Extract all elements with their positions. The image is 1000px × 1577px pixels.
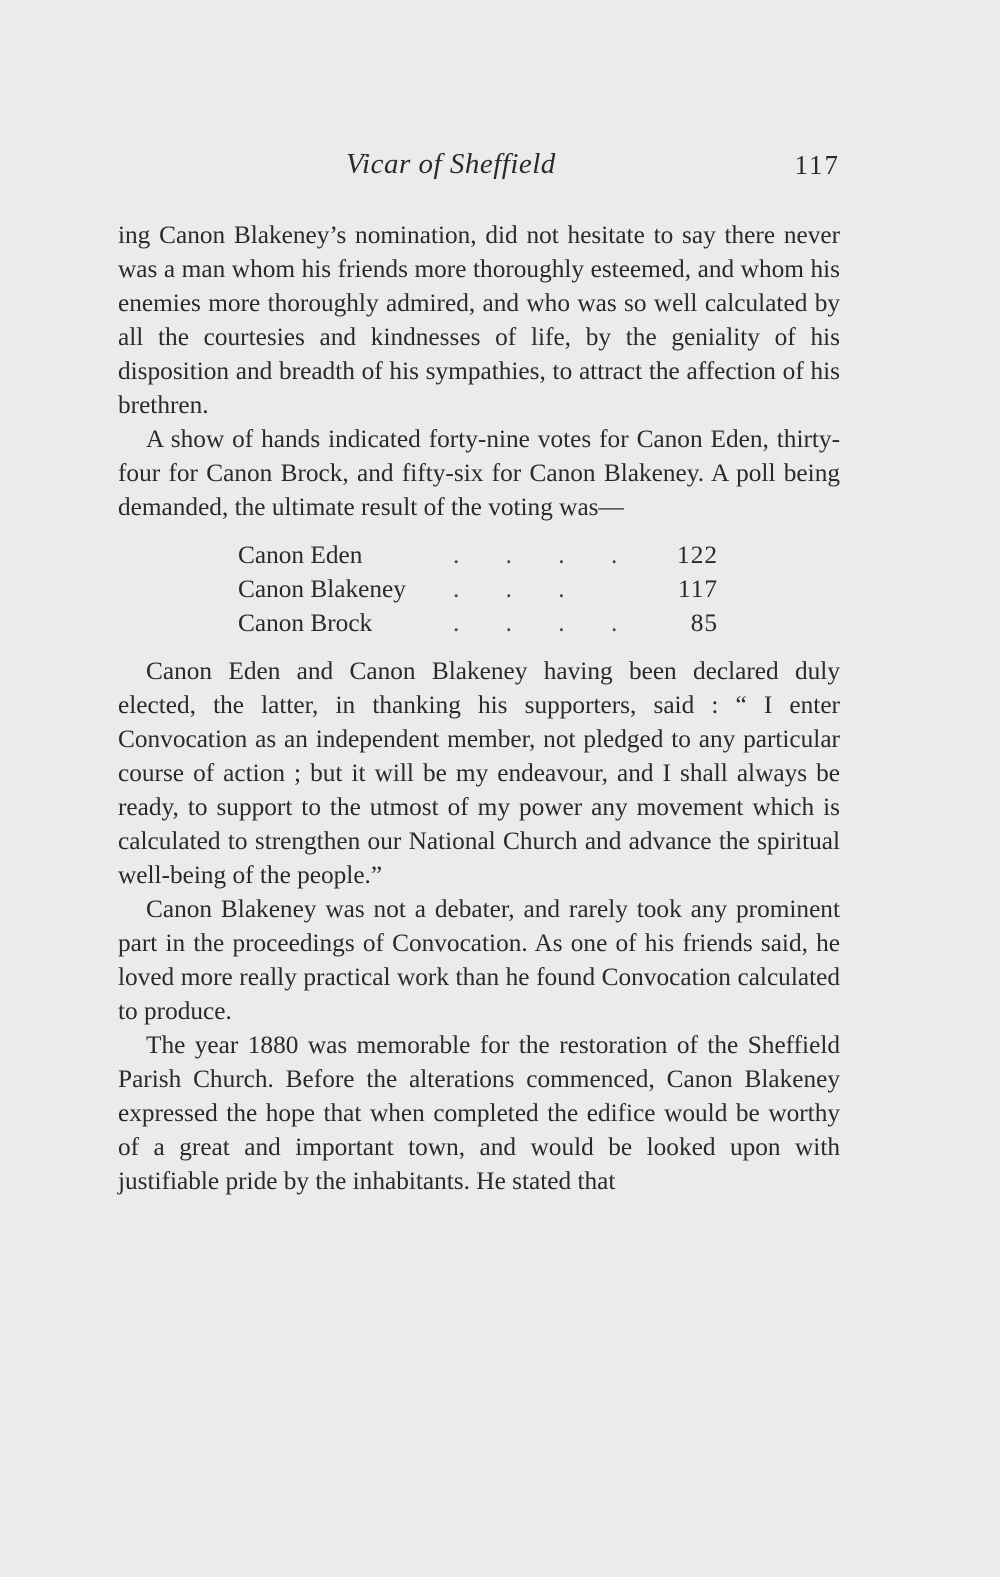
paragraph-not-a-debater: Canon Blakeney was not a debater, and rarely took any prominent part in the proceedings of Convocation. As one of his friends said, he loved more really practical work than he found Convocation calculated to produce. <box>118 895 840 1025</box>
leader-dots: . . . . <box>453 609 638 637</box>
poll-results-table <box>238 538 718 640</box>
running-head <box>118 148 840 188</box>
candidate-name: Canon Eden <box>238 541 363 569</box>
paragraph-continuation: ing Canon Blakeney’s nomination, did not hesitate to say there never was a man whom his friends more thoroughly esteemed, and whom his enemies more thoroughly admired, and who was so well calculated by all the courtesies and kindnesses of life, by the geniality of his disposition and breadth of his sympathies, to attract the affection of his brethren. <box>118 221 840 419</box>
poll-row <box>238 538 718 572</box>
leader-dots: . . . . <box>453 541 638 569</box>
vote-count: 122 <box>677 541 718 569</box>
candidate-name: Canon Blakeney <box>238 575 406 603</box>
candidate-name: Canon Brock <box>238 609 373 637</box>
paragraph-election-speech: Canon Eden and Canon Blakeney having been declared duly elected, the latter, in thanking his supporters, said : “ I enter Convocation as an independent member, not pledged to any particular course of action ; but it will be my endeavour, and I shall always be ready, to support to the utmost of my power any movement which is calculated to strengthen our National Church and advance the spiritual well-being of the people.” <box>118 657 840 889</box>
leader-dots: . . . <box>453 575 585 603</box>
vote-count: 117 <box>677 575 718 603</box>
page-number: 117 <box>794 150 840 180</box>
poll-row <box>238 572 718 606</box>
paragraph-restoration: The year 1880 was memorable for the restoration of the Sheffield Parish Church. Before the alterations commenced, Canon Blakeney expressed the hope that when completed the edifice would be worthy of a great and important town, and would be looked upon with justifiable pride by the inhabitants. He stated that <box>118 1031 840 1195</box>
poll-row <box>238 606 718 640</box>
body-text <box>118 218 840 1198</box>
vote-count: 85 <box>690 609 718 637</box>
running-title: Vicar of Sheffield <box>346 148 556 180</box>
paragraph-show-of-hands: A show of hands indicated forty-nine votes for Canon Eden, thirty-four for Canon Brock, and fifty-six for Canon Blakeney. A poll being demanded, the ultimate result of the voting was— <box>118 425 840 521</box>
